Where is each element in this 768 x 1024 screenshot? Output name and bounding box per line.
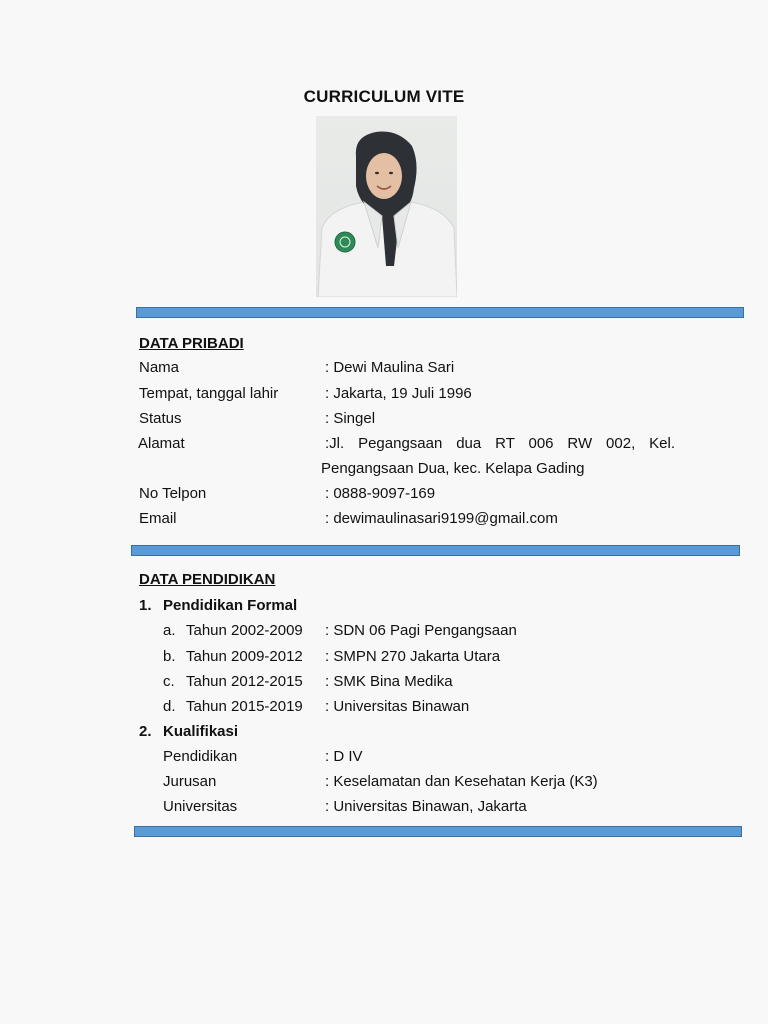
birth-label: Tempat, tanggal lahir: [139, 385, 279, 402]
list-item-letter: b.: [163, 648, 176, 665]
personal-data-heading: DATA PRIBADI: [139, 335, 244, 352]
university-label: Universitas: [163, 798, 238, 815]
list-item-letter: d.: [163, 698, 176, 715]
section-divider-bar: [131, 545, 740, 556]
phone-value: : 0888-9097-169: [325, 485, 436, 502]
email-label: Email: [139, 510, 177, 527]
degree-value: : D IV: [325, 748, 363, 765]
address-label: Alamat: [138, 435, 185, 452]
status-value: : Singel: [325, 410, 376, 427]
major-label: Jurusan: [163, 773, 217, 790]
birth-value: : Jakarta, 19 Juli 1996: [325, 385, 472, 402]
formal-education-number: 1.: [139, 597, 152, 614]
profile-photo: [316, 116, 457, 297]
education-data-heading: DATA PENDIDIKAN: [139, 571, 276, 588]
portrait-illustration: [316, 116, 457, 297]
formal-education-heading: Pendidikan Formal: [163, 597, 298, 614]
university-value: : Universitas Binawan, Jakarta: [325, 798, 527, 815]
qualification-number: 2.: [139, 723, 152, 740]
address-value: :Jl. Pegangsaan dua RT 006 RW 002, Kel.: [325, 435, 675, 452]
phone-label: No Telpon: [139, 485, 207, 502]
list-item-school: : SMPN 270 Jakarta Utara: [325, 648, 501, 665]
major-value: : Keselamatan dan Kesehatan Kerja (K3): [325, 773, 598, 790]
address-value-continued: Pengangsaan Dua, kec. Kelapa Gading: [321, 460, 585, 477]
list-item-letter: c.: [163, 673, 175, 690]
list-item-school: : SDN 06 Pagi Pengangsaan: [325, 622, 517, 639]
name-value: : Dewi Maulina Sari: [325, 359, 455, 376]
list-item-year: Tahun 2015-2019: [186, 698, 303, 715]
status-label: Status: [139, 410, 182, 427]
name-label: Nama: [139, 359, 180, 376]
list-item-year: Tahun 2002-2009: [186, 622, 303, 639]
section-divider-bar: [136, 307, 744, 318]
list-item-year: Tahun 2009-2012: [186, 648, 303, 665]
qualification-heading: Kualifikasi: [163, 723, 239, 740]
list-item-letter: a.: [163, 622, 176, 639]
section-divider-bar: [134, 826, 742, 837]
document-title: CURRICULUM VITE: [303, 87, 465, 106]
list-item-school: : Universitas Binawan: [325, 698, 470, 715]
email-value: : dewimaulinasari9199@gmail.com: [325, 510, 558, 527]
list-item-school: : SMK Bina Medika: [325, 673, 453, 690]
list-item-year: Tahun 2012-2015: [186, 673, 303, 690]
degree-label: Pendidikan: [163, 748, 238, 765]
